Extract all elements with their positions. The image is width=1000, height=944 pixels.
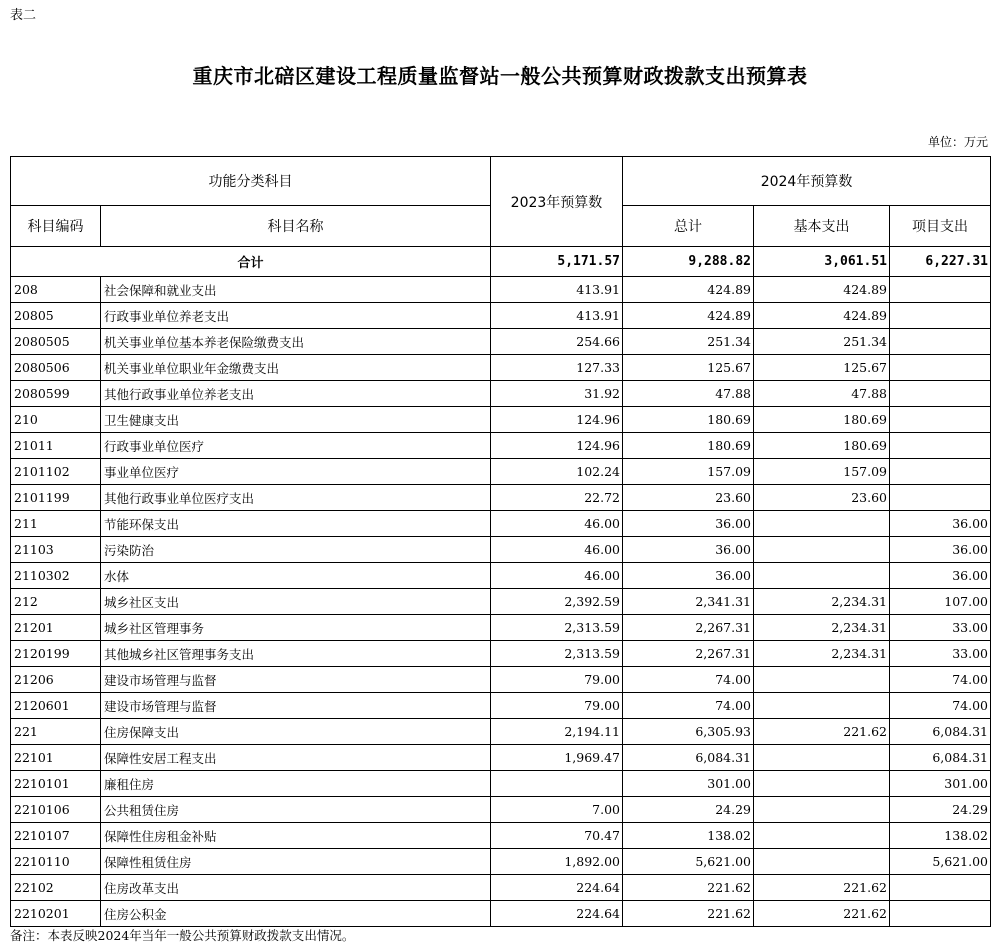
row-name: 城乡社区支出 xyxy=(101,589,491,615)
row-name: 污染防治 xyxy=(101,537,491,563)
unit-label: 单位：万元 xyxy=(927,135,988,149)
row-2024-basic xyxy=(754,745,890,771)
row-2024-total: 36.00 xyxy=(623,537,754,563)
table-row xyxy=(11,303,991,329)
row-2024-project: 301.00 xyxy=(890,771,991,797)
table-row xyxy=(11,823,991,849)
row-code: 20805 xyxy=(11,303,101,329)
row-2024-total: 180.69 xyxy=(623,407,754,433)
row-name: 社会保障和就业支出 xyxy=(101,277,491,303)
row-2024-basic xyxy=(754,771,890,797)
row-2023: 79.00 xyxy=(491,667,623,693)
row-2024-basic: 2,234.31 xyxy=(754,641,890,667)
row-name: 保障性安居工程支出 xyxy=(101,745,491,771)
row-code: 2101199 xyxy=(11,485,101,511)
row-name: 其他行政事业单位养老支出 xyxy=(101,381,491,407)
row-name: 机关事业单位基本养老保险缴费支出 xyxy=(101,329,491,355)
table-row xyxy=(11,277,991,303)
row-2024-basic: 2,234.31 xyxy=(754,615,890,641)
row-name: 住房保障支出 xyxy=(101,719,491,745)
row-2023: 46.00 xyxy=(491,537,623,563)
row-2024-project xyxy=(890,407,991,433)
budget-2024-header: 2024年预算数 xyxy=(623,157,991,206)
row-2024-project: 36.00 xyxy=(890,563,991,589)
row-2023: 224.64 xyxy=(491,901,623,927)
row-2024-total: 424.89 xyxy=(623,303,754,329)
total-row xyxy=(11,247,991,277)
row-name: 其他城乡社区管理事务支出 xyxy=(101,641,491,667)
row-2024-basic: 424.89 xyxy=(754,303,890,329)
row-2024-basic: 424.89 xyxy=(754,277,890,303)
table-row xyxy=(11,875,991,901)
table-row xyxy=(11,355,991,381)
table-row xyxy=(11,615,991,641)
row-2024-basic xyxy=(754,693,890,719)
row-2023: 22.72 xyxy=(491,485,623,511)
row-2023: 2,313.59 xyxy=(491,615,623,641)
row-2023: 2,194.11 xyxy=(491,719,623,745)
row-name: 保障性租赁住房 xyxy=(101,849,491,875)
table-row xyxy=(11,537,991,563)
row-2024-project xyxy=(890,433,991,459)
row-2024-project: 138.02 xyxy=(890,823,991,849)
row-2023: 70.47 xyxy=(491,823,623,849)
row-code: 22101 xyxy=(11,745,101,771)
row-2024-project xyxy=(890,277,991,303)
row-name: 住房改革支出 xyxy=(101,875,491,901)
table-row xyxy=(11,329,991,355)
row-2024-project: 5,621.00 xyxy=(890,849,991,875)
table-row xyxy=(11,745,991,771)
row-2024-total: 424.89 xyxy=(623,277,754,303)
row-2023: 224.64 xyxy=(491,875,623,901)
row-2024-project: 33.00 xyxy=(890,615,991,641)
row-code: 2210107 xyxy=(11,823,101,849)
row-2023: 254.66 xyxy=(491,329,623,355)
row-2024-total: 2,341.31 xyxy=(623,589,754,615)
row-code: 2120601 xyxy=(11,693,101,719)
row-2024-total: 221.62 xyxy=(623,901,754,927)
row-2023: 7.00 xyxy=(491,797,623,823)
row-2024-basic xyxy=(754,563,890,589)
row-2024-total: 36.00 xyxy=(623,511,754,537)
row-2023: 31.92 xyxy=(491,381,623,407)
row-2024-total: 74.00 xyxy=(623,667,754,693)
row-2024-basic: 157.09 xyxy=(754,459,890,485)
row-2024-project: 36.00 xyxy=(890,511,991,537)
row-code: 2080599 xyxy=(11,381,101,407)
footnote: 备注：本表反映2024年当年一般公共预算财政拨款支出情况。 xyxy=(10,928,355,943)
row-name: 建设市场管理与监督 xyxy=(101,667,491,693)
page-title: 重庆市北碚区建设工程质量监督站一般公共预算财政拨款支出预算表 xyxy=(192,64,808,88)
row-2024-total: 125.67 xyxy=(623,355,754,381)
table-row xyxy=(11,719,991,745)
row-code: 208 xyxy=(11,277,101,303)
row-2024-basic xyxy=(754,537,890,563)
code-header: 科目编码 xyxy=(11,206,101,247)
row-2024-project: 6,084.31 xyxy=(890,745,991,771)
row-code: 2210101 xyxy=(11,771,101,797)
row-2024-basic: 23.60 xyxy=(754,485,890,511)
row-2023: 1,892.00 xyxy=(491,849,623,875)
row-name: 节能环保支出 xyxy=(101,511,491,537)
row-name: 保障性住房租金补贴 xyxy=(101,823,491,849)
row-code: 2110302 xyxy=(11,563,101,589)
row-code: 211 xyxy=(11,511,101,537)
row-2024-total: 251.34 xyxy=(623,329,754,355)
table-row xyxy=(11,667,991,693)
row-2024-basic: 180.69 xyxy=(754,407,890,433)
func-category-header: 功能分类科目 xyxy=(11,157,491,206)
basic-header: 基本支出 xyxy=(754,206,890,247)
row-code: 2120199 xyxy=(11,641,101,667)
row-code: 21011 xyxy=(11,433,101,459)
total-label: 合计 xyxy=(11,247,491,277)
total-2024-project: 6,227.31 xyxy=(890,247,991,277)
row-2024-project xyxy=(890,381,991,407)
row-2024-project: 36.00 xyxy=(890,537,991,563)
row-name: 机关事业单位职业年金缴费支出 xyxy=(101,355,491,381)
row-code: 21103 xyxy=(11,537,101,563)
row-code: 2080505 xyxy=(11,329,101,355)
row-name: 其他行政事业单位医疗支出 xyxy=(101,485,491,511)
table-row xyxy=(11,459,991,485)
row-2023: 2,313.59 xyxy=(491,641,623,667)
row-2024-total: 180.69 xyxy=(623,433,754,459)
row-code: 2210106 xyxy=(11,797,101,823)
header-row-1 xyxy=(11,157,991,206)
row-2023: 102.24 xyxy=(491,459,623,485)
row-name: 公共租赁住房 xyxy=(101,797,491,823)
row-2024-total: 2,267.31 xyxy=(623,641,754,667)
row-2024-project xyxy=(890,459,991,485)
row-2023: 124.96 xyxy=(491,433,623,459)
row-2024-basic: 221.62 xyxy=(754,719,890,745)
table-row xyxy=(11,641,991,667)
row-2024-project xyxy=(890,355,991,381)
row-2024-basic: 125.67 xyxy=(754,355,890,381)
row-2024-total: 6,305.93 xyxy=(623,719,754,745)
row-2023: 2,392.59 xyxy=(491,589,623,615)
table-row xyxy=(11,433,991,459)
table-row xyxy=(11,771,991,797)
row-code: 2210110 xyxy=(11,849,101,875)
table-row xyxy=(11,901,991,927)
row-2024-project: 24.29 xyxy=(890,797,991,823)
name-header: 科目名称 xyxy=(101,206,491,247)
row-2024-project: 74.00 xyxy=(890,667,991,693)
row-code: 21206 xyxy=(11,667,101,693)
row-2023: 1,969.47 xyxy=(491,745,623,771)
row-2024-total: 221.62 xyxy=(623,875,754,901)
row-2024-project xyxy=(890,485,991,511)
project-header: 项目支出 xyxy=(890,206,991,247)
budget-2023-header: 2023年预算数 xyxy=(491,157,623,247)
row-2024-basic xyxy=(754,511,890,537)
table-row xyxy=(11,485,991,511)
row-2024-total: 138.02 xyxy=(623,823,754,849)
row-2024-total: 74.00 xyxy=(623,693,754,719)
row-2024-project: 33.00 xyxy=(890,641,991,667)
row-2023: 413.91 xyxy=(491,277,623,303)
row-2024-basic: 2,234.31 xyxy=(754,589,890,615)
row-name: 水体 xyxy=(101,563,491,589)
row-2024-basic xyxy=(754,667,890,693)
row-2023: 46.00 xyxy=(491,563,623,589)
table-number-label: 表二 xyxy=(10,8,37,23)
row-2024-basic xyxy=(754,849,890,875)
row-2023: 413.91 xyxy=(491,303,623,329)
row-code: 21201 xyxy=(11,615,101,641)
row-2024-project xyxy=(890,901,991,927)
row-2023 xyxy=(491,771,623,797)
row-2023: 127.33 xyxy=(491,355,623,381)
row-name: 事业单位医疗 xyxy=(101,459,491,485)
row-2024-basic: 47.88 xyxy=(754,381,890,407)
row-2024-total: 5,621.00 xyxy=(623,849,754,875)
row-2024-total: 24.29 xyxy=(623,797,754,823)
budget-table xyxy=(10,156,991,927)
row-code: 22102 xyxy=(11,875,101,901)
row-2024-total: 23.60 xyxy=(623,485,754,511)
row-2024-total: 301.00 xyxy=(623,771,754,797)
row-2024-project xyxy=(890,303,991,329)
row-2024-total: 2,267.31 xyxy=(623,615,754,641)
table-row xyxy=(11,693,991,719)
table-row xyxy=(11,849,991,875)
row-2023: 46.00 xyxy=(491,511,623,537)
row-2024-basic xyxy=(754,823,890,849)
row-code: 212 xyxy=(11,589,101,615)
row-name: 城乡社区管理事务 xyxy=(101,615,491,641)
table-row xyxy=(11,563,991,589)
total-2024-total: 9,288.82 xyxy=(623,247,754,277)
total-2023: 5,171.57 xyxy=(491,247,623,277)
total-2024-basic: 3,061.51 xyxy=(754,247,890,277)
row-code: 2210201 xyxy=(11,901,101,927)
row-code: 210 xyxy=(11,407,101,433)
row-name: 行政事业单位养老支出 xyxy=(101,303,491,329)
row-2024-project: 74.00 xyxy=(890,693,991,719)
row-2024-basic xyxy=(754,797,890,823)
row-name: 建设市场管理与监督 xyxy=(101,693,491,719)
row-name: 行政事业单位医疗 xyxy=(101,433,491,459)
table-row xyxy=(11,381,991,407)
row-2024-basic: 221.62 xyxy=(754,875,890,901)
row-name: 卫生健康支出 xyxy=(101,407,491,433)
table-row xyxy=(11,797,991,823)
table-row xyxy=(11,407,991,433)
row-2024-basic: 251.34 xyxy=(754,329,890,355)
row-2024-total: 157.09 xyxy=(623,459,754,485)
row-2024-total: 47.88 xyxy=(623,381,754,407)
row-2024-basic: 221.62 xyxy=(754,901,890,927)
row-code: 2101102 xyxy=(11,459,101,485)
row-2024-project xyxy=(890,875,991,901)
row-2024-total: 6,084.31 xyxy=(623,745,754,771)
row-2023: 79.00 xyxy=(491,693,623,719)
total-header: 总计 xyxy=(623,206,754,247)
row-2024-total: 36.00 xyxy=(623,563,754,589)
row-code: 2080506 xyxy=(11,355,101,381)
table-row xyxy=(11,589,991,615)
row-code: 221 xyxy=(11,719,101,745)
row-2024-project xyxy=(890,329,991,355)
row-name: 廉租住房 xyxy=(101,771,491,797)
row-2023: 124.96 xyxy=(491,407,623,433)
table-row xyxy=(11,511,991,537)
row-2024-project: 6,084.31 xyxy=(890,719,991,745)
row-2024-basic: 180.69 xyxy=(754,433,890,459)
row-name: 住房公积金 xyxy=(101,901,491,927)
row-2024-project: 107.00 xyxy=(890,589,991,615)
